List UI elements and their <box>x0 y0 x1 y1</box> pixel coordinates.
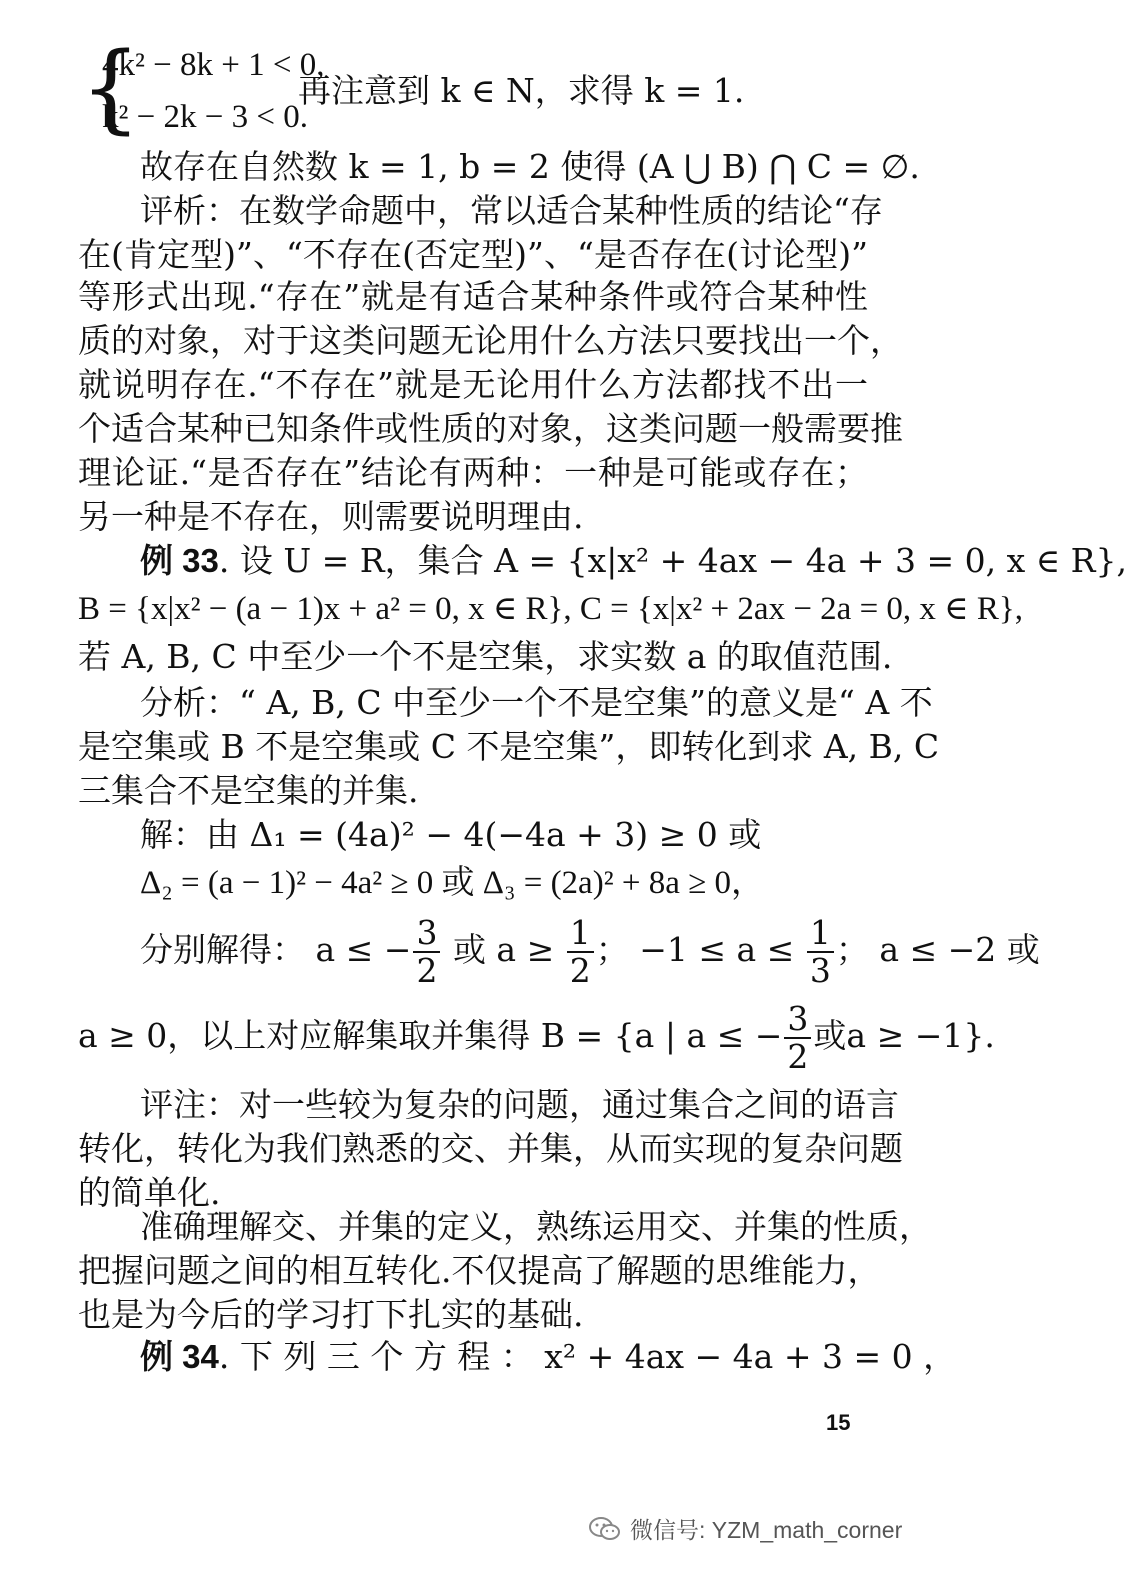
fraction: $\frac{1}{3}$ <box>807 915 834 989</box>
fraction: $\frac{3}{2}$ <box>413 915 440 989</box>
summary-line: 准确理解交、并集的定义，熟练运用交、并集的性质， <box>140 1207 932 1246</box>
example-33-label: 例 33 <box>140 542 219 579</box>
example-33-line-2: B = {x|x² − (a − 1)x + a² = 0, x ∈ R}, C = {x|x² + 2ax − 2a = 0, x ∈ R}, <box>78 591 1023 627</box>
text-line: 等形式出现.“存在”就是有适合某种条件或符合某种性 <box>78 277 868 316</box>
example-34-text: . 下 列 三 个 方 程 ： x² + 4ax − 4a + 3 = 0 ， <box>218 1337 957 1376</box>
summary-line: 也是为今后的学习打下扎实的基础. <box>78 1295 584 1334</box>
example-34-line <box>140 1336 957 1378</box>
text-line: 在(肯定型)”、“不存在(否定型)”、“是否存在(讨论型)” <box>78 235 868 274</box>
system-conclusion: 再注意到 k ∈ N，求得 k = 1. <box>298 71 745 110</box>
comment-line: 评注：对一些较为复杂的问题，通过集合之间的语言 <box>140 1085 899 1124</box>
comment-line: 转化，转化为我们熟悉的交、并集，从而实现的复杂问题 <box>78 1129 903 1168</box>
text-line: 质的对象，对于这类问题无论用什么方法只要找出一个， <box>78 321 903 360</box>
watermark <box>588 1512 902 1545</box>
text-line: 理论证.“是否存在”结论有两种：一种是可能或存在； <box>78 453 868 492</box>
example-33-line-3: 若 A, B, C 中至少一个不是空集，求实数 a 的取值范围. <box>78 637 893 676</box>
left-brace: { <box>80 32 142 144</box>
example-33-text: . 设 U = R，集合 A = {x|x² + 4ax − 4a + 3 = 0, x ∈ R}, <box>218 541 1127 580</box>
system-row-1: 4k² − 8k + 1 < 0, <box>102 47 325 83</box>
analysis-line: 三集合不是空集的并集. <box>78 771 419 810</box>
page-number: 15 <box>826 1410 851 1435</box>
text-line: 评析：在数学命题中，常以适合某种性质的结论“存 <box>140 191 883 230</box>
comment-line: 的简单化. <box>78 1173 221 1212</box>
example-33-line-1 <box>140 540 1127 582</box>
solution-line-3: 分别解得： a ≤ − $\frac{3}{2}$ 或 a ≥ $\frac{1}{2}$ ； −1 ≤ a ≤ $\frac{1}{3}$ ； a ≤ −2 或 <box>140 913 1040 990</box>
example-34-label: 例 34 <box>140 1338 219 1375</box>
analysis-line: 分析：“ A, B, C 中至少一个不是空集”的意义是“ A 不 <box>140 683 933 722</box>
fraction: $\frac{3}{2}$ <box>784 1001 811 1075</box>
text-line: 就说明存在.“不存在”就是无论用什么方法都找不出一 <box>78 365 868 404</box>
fraction: $\frac{1}{2}$ <box>567 915 594 989</box>
system-row-2: k² − 2k − 3 < 0. <box>102 99 308 135</box>
analysis-line: 是空集或 B 不是空集或 C 不是空集”，即转化到求 A, B, C <box>78 727 940 766</box>
summary-line: 把握问题之间的相互转化.不仅提高了解题的思维能力， <box>78 1251 881 1290</box>
wechat-icon <box>588 1515 622 1543</box>
solution-line-1: 解：由 Δ₁ = (4a)² − 4(−4a + 3) ≥ 0 或 <box>140 815 762 854</box>
text-line: 故存在自然数 k = 1, b = 2 使得 (A ⋃ B) ⋂ C = ∅. <box>140 147 920 186</box>
text-line: 另一种是不存在，则需要说明理由. <box>78 497 584 536</box>
watermark-text: 微信号: YZM_math_corner <box>630 1517 903 1543</box>
solution-line-2: Δ₂ = (a − 1)² − 4a² ≥ 0 或 Δ₃ = (2a)² + 8a ≥ 0， <box>140 865 764 901</box>
solution-line-4: a ≥ 0，以上对应解集取并集得 B = {a | a ≤ − $\frac{3}{2}$ 或a ≥ −1}. <box>78 999 995 1076</box>
text-line: 个适合某种已知条件或性质的对象，这类问题一般需要推 <box>78 409 903 448</box>
